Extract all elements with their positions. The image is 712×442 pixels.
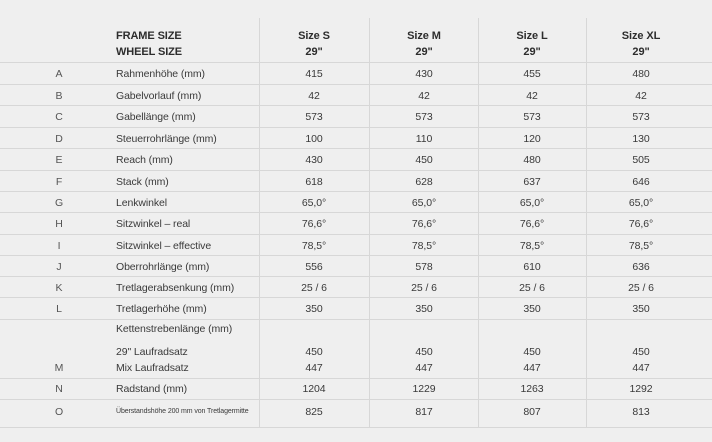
row-value: 1292 [629,383,653,395]
wheel-header: 29" [415,46,433,58]
chainstay-sub-label: Mix Laufradsatz [116,362,189,374]
row-divider [0,399,712,400]
row-value: 447 [523,362,541,374]
row-value: 447 [305,362,323,374]
column-divider [369,18,370,427]
size-header: Size S [298,30,330,42]
row-divider [0,234,712,235]
row-value: 637 [523,176,541,188]
row-value: 450 [632,346,650,358]
row-divider [0,62,712,63]
row-label: Sitzwinkel – effective [116,240,212,252]
row-divider [0,319,712,320]
row-value: 350 [415,303,433,315]
row-letter: D [55,133,63,145]
row-divider [0,378,712,379]
row-value: 573 [523,111,541,123]
column-divider [478,18,479,427]
row-value: 447 [632,362,650,374]
row-value: 78,5° [411,240,437,252]
row-letter: M [54,362,64,374]
row-letter: O [54,406,64,418]
row-label: Überstandshöhe 200 mm von Tretlagermitte [116,408,249,415]
row-value: 1263 [520,383,544,395]
row-value: 505 [632,154,650,166]
row-letter: B [55,90,63,102]
row-label: Tretlagerabsenkung (mm) [116,282,235,294]
row-value: 65,0° [519,197,545,209]
wheel-header: 29" [305,46,323,58]
row-value: 25 / 6 [411,282,437,294]
row-divider [0,105,712,106]
row-value: 813 [632,406,650,418]
row-label: Tretlagerhöhe (mm) [116,303,207,315]
row-value: 430 [415,68,433,80]
column-divider [259,18,260,427]
row-divider [0,127,712,128]
row-value: 130 [632,133,650,145]
row-value: 100 [305,133,323,145]
row-value: 573 [305,111,323,123]
row-value: 42 [526,90,538,102]
row-value: 110 [415,133,433,145]
row-divider [0,255,712,256]
row-letter: F [55,176,63,188]
column-divider [586,18,587,427]
wheel-header: 29" [632,46,650,58]
row-letter: A [55,68,63,80]
row-value: 556 [305,261,323,273]
row-value: 76,6° [519,218,545,230]
row-label: Steuerrohrlänge (mm) [116,133,217,145]
wheel-header: 29" [523,46,541,58]
chainstay-label: Kettenstrebenlänge (mm) [116,323,233,335]
row-letter: G [54,197,64,209]
row-value: 65,0° [301,197,327,209]
row-value: 450 [523,346,541,358]
row-value: 350 [632,303,650,315]
row-letter: C [55,111,63,123]
row-label: Lenkwinkel [116,197,167,209]
row-value: 450 [305,346,323,358]
row-value: 415 [305,68,323,80]
row-divider [0,427,712,428]
row-value: 25 / 6 [301,282,327,294]
row-value: 618 [305,176,323,188]
row-value: 42 [308,90,320,102]
row-value: 636 [632,261,650,273]
row-value: 65,0° [411,197,437,209]
row-value: 807 [523,406,541,418]
row-value: 646 [632,176,650,188]
row-value: 450 [415,346,433,358]
row-divider [0,297,712,298]
row-value: 430 [305,154,323,166]
row-label: Reach (mm) [116,154,173,166]
size-header: Size L [516,30,548,42]
chainstay-sub-label: 29" Laufradsatz [116,346,188,358]
row-value: 78,5° [301,240,327,252]
row-label: Rahmenhöhe (mm) [116,68,205,80]
row-letter: K [55,282,63,294]
row-value: 480 [523,154,541,166]
row-label: Oberrohrlänge (mm) [116,261,210,273]
row-value: 42 [418,90,430,102]
row-divider [0,84,712,85]
row-divider [0,148,712,149]
row-value: 817 [415,406,433,418]
row-letter: H [55,218,63,230]
row-value: 1229 [412,383,436,395]
row-letter: N [55,383,63,395]
row-value: 825 [305,406,323,418]
size-header: Size XL [621,30,661,42]
row-value: 65,0° [628,197,654,209]
row-value: 1204 [302,383,326,395]
row-letter: L [56,303,62,315]
wheel-size-header: WHEEL SIZE [116,46,183,58]
row-label: Gabellänge (mm) [116,111,196,123]
row-label: Sitzwinkel – real [116,218,191,230]
row-letter: I [57,240,61,252]
row-value: 350 [305,303,323,315]
row-value: 78,5° [519,240,545,252]
frame-size-header: FRAME SIZE [116,30,182,42]
row-value: 25 / 6 [628,282,654,294]
row-value: 42 [635,90,647,102]
row-value: 76,6° [301,218,327,230]
row-value: 628 [415,176,433,188]
row-divider [0,212,712,213]
row-value: 447 [415,362,433,374]
row-value: 350 [523,303,541,315]
row-letter: E [55,154,63,166]
row-divider [0,170,712,171]
row-divider [0,191,712,192]
row-value: 573 [415,111,433,123]
row-label: Gabelvorlauf (mm) [116,90,202,102]
row-value: 76,6° [411,218,437,230]
row-divider [0,276,712,277]
row-value: 450 [415,154,433,166]
row-value: 610 [523,261,541,273]
row-value: 455 [523,68,541,80]
row-value: 578 [415,261,433,273]
row-value: 573 [632,111,650,123]
row-label: Stack (mm) [116,176,169,188]
row-value: 76,6° [628,218,654,230]
row-letter: J [56,261,62,273]
size-header: Size M [407,30,441,42]
row-value: 120 [523,133,541,145]
row-label: Radstand (mm) [116,383,188,395]
row-value: 480 [632,68,650,80]
row-value: 25 / 6 [519,282,545,294]
row-value: 78,5° [628,240,654,252]
